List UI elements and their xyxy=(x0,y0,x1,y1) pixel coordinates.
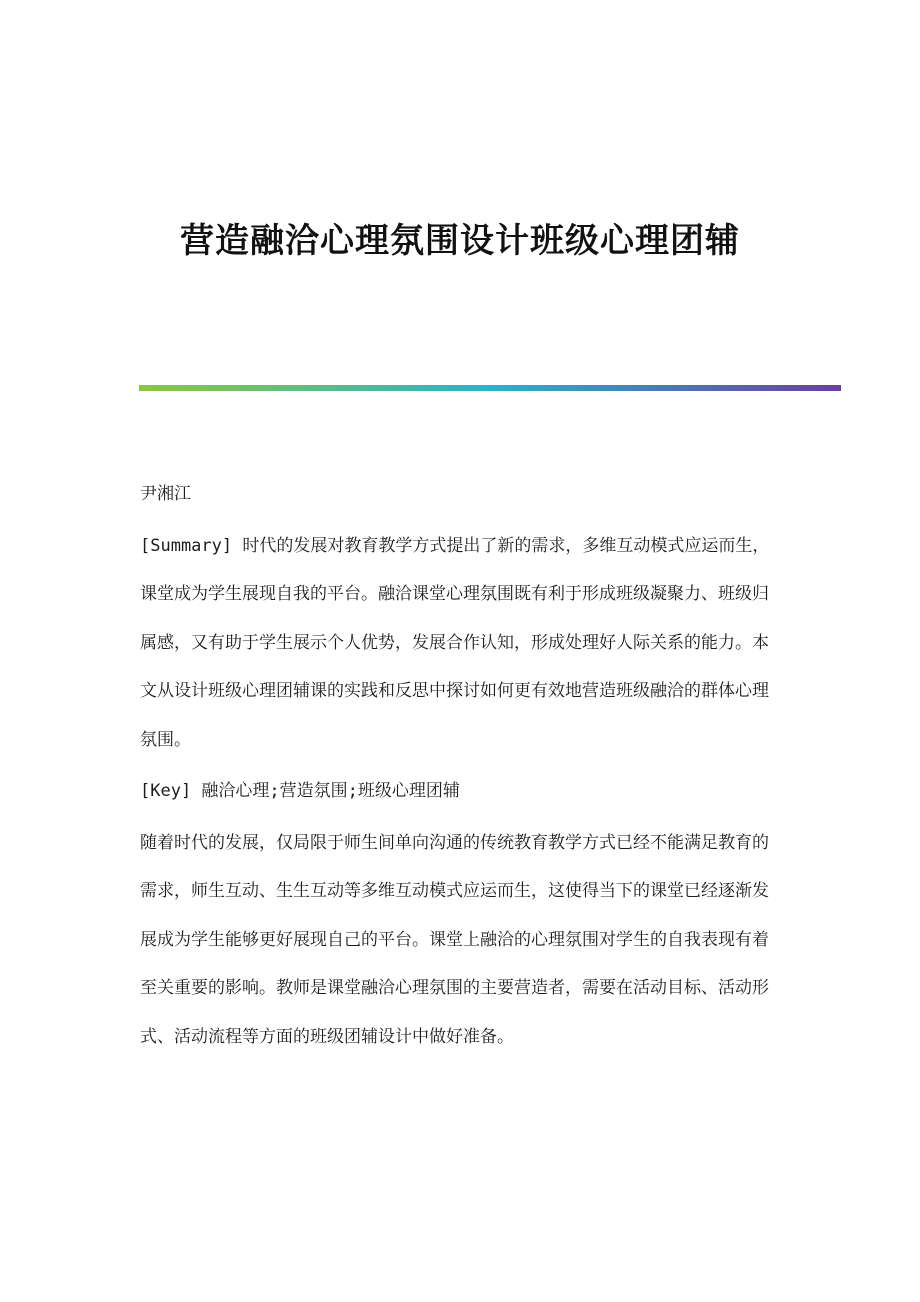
document-content xyxy=(140,470,772,1064)
author-name: 尹湘江 xyxy=(140,484,191,504)
keywords-line: [Key] 融洽心理;营造氛围;班级心理团辅 xyxy=(140,781,460,801)
document-title: 营造融洽心理氛围设计班级心理团辅 xyxy=(180,221,740,261)
body-paragraph: 随着时代的发展，仅局限于师生间单向沟通的传统教育教学方式已经不能满足教育的需求，师生互动、生生互动等多维互动模式应运而生，这使得当下的课堂已经逐渐发展成为学生能够更好展现自己的平台。课堂上融洽的心理氛围对学生的自我表现有着至关重要的影响。教师是课堂融洽心理氛围的主要营造者，需要在活动目标、活动形式、活动流程等方面的班级团辅设计中做好准备。 xyxy=(140,832,769,1047)
gradient-divider xyxy=(139,385,841,391)
summary-paragraph: [Summary] 时代的发展对教育教学方式提出了新的需求，多维互动模式应运而生，课堂成为学生展现自我的平台。融洽课堂心理氛围既有利于形成班级凝聚力、班级归属感，又有助于学生展示个人优势，发展合作认知，形成处理好人际关系的能力。本文从设计班级心理团辅课的实践和反思中探讨如何更有效地营造班级融洽的群体心理氛围。 xyxy=(140,535,770,750)
